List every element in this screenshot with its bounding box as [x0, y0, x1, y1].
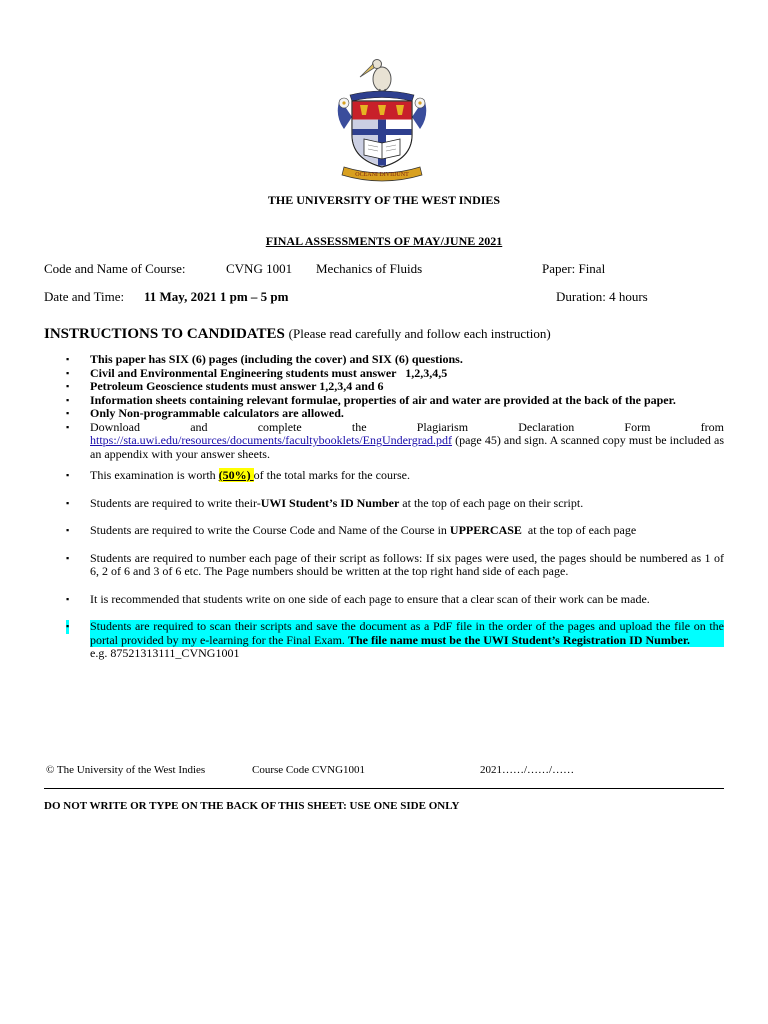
- bullet-icon: ▪: [66, 552, 70, 563]
- instruction-pages: This paper has SIX (6) pages (including the cover) and SIX (6) questions.: [90, 352, 463, 366]
- list-item: [44, 620, 724, 661]
- word: Form: [624, 419, 651, 434]
- bullet-icon: ▪: [66, 408, 70, 418]
- bullet-icon: ▪: [66, 620, 69, 634]
- bullet-icon: ▪: [66, 394, 70, 405]
- word: from: [700, 419, 724, 434]
- id-pre: Students are required to write their-: [90, 495, 261, 510]
- duration: Duration: 4 hours: [556, 289, 648, 304]
- uppercase-bold: UPPERCASE: [449, 523, 522, 537]
- bullet-icon: ▪: [66, 593, 70, 604]
- word: and: [190, 419, 208, 434]
- bullet-icon: ▪: [66, 470, 70, 480]
- instructions-title: INSTRUCTIONS TO CANDIDATES: [44, 326, 285, 342]
- word: Download: [90, 419, 140, 434]
- instruction-one-side: It is recommended that students write on one side of each page to ensure that a clear scan of their work can be made.: [90, 591, 650, 606]
- shield-icon: [352, 101, 412, 167]
- word: Plagiarism: [416, 419, 469, 434]
- footer-copyright: © The University of the West Indies: [46, 764, 206, 776]
- bullet-icon: ▪: [66, 381, 70, 391]
- word: complete: [257, 419, 302, 434]
- date-label: Date and Time:: [44, 289, 125, 304]
- instruction-info-sheets: Information sheets containing relevant formulae, properties of air and water are provided at the back of the paper.: [90, 392, 676, 407]
- list-item: [44, 421, 724, 462]
- word: the: [351, 419, 367, 434]
- bullet-icon: ▪: [66, 421, 70, 432]
- footer-date: 2021……/……/……: [480, 764, 575, 776]
- list-item: [44, 353, 724, 367]
- instruction-calculators: Only Non-programmable calculators are allowed.: [90, 406, 344, 420]
- instruction-plagiarism-rest: (page 45) and sign. A scanned copy must be included as an appendix with your answer sheets.: [90, 433, 724, 461]
- scan-filename-rule: The file name must be the UWI Student’s Registration ID Number.: [347, 632, 691, 647]
- university-title: THE UNIVERSITY OF THE WEST INDIES: [267, 193, 501, 207]
- word: Declaration: [518, 419, 575, 434]
- worth-percentage: (50%): [218, 468, 254, 482]
- assessment-title: FINAL ASSESSMENTS OF MAY/JUNE 2021: [265, 234, 503, 248]
- id-bold: UWI Student’s ID Number: [260, 495, 400, 510]
- instruction-petroleum: Petroleum Geoscience students must answer 1,2,3,4 and 6: [90, 379, 384, 393]
- list-item: [44, 394, 724, 408]
- uppercase-post: at the top of each page: [521, 523, 637, 537]
- list-item: [44, 380, 724, 394]
- scan-example: e.g. 87521313111_CVNG1001: [90, 646, 240, 660]
- bullet-icon: ▪: [66, 525, 70, 535]
- instruction-plagiarism-line2: [90, 434, 724, 461]
- instruction-civil: Civil and Environmental Engineering students must answer 1,2,3,4,5: [90, 365, 448, 380]
- uppercase-pre: Students are required to write the Course Code and Name of the Course in: [90, 523, 450, 537]
- instruction-numbering: Students are required to number each page of their script as follows: If six pages were used, the pages should be numbered as 1 of 6, 2 of 6 and 3 of 6 etc. The Page numbers should be written at the top right hand side of each page.: [90, 550, 724, 578]
- crest-motto: OCEANI DIVIDUNT: [355, 172, 409, 178]
- worth-post: of the total marks for the course.: [253, 468, 410, 482]
- date-value: 11 May, 2021 1 pm – 5 pm: [144, 289, 289, 304]
- list-item: [44, 497, 724, 511]
- list-item: [44, 593, 724, 607]
- footer-divider: [44, 788, 724, 789]
- list-item: [44, 552, 724, 579]
- bullet-icon: ▪: [66, 367, 70, 378]
- course-name: Mechanics of Fluids: [316, 261, 423, 276]
- instructions-heading: [44, 326, 551, 343]
- course-label: Code and Name of Course:: [44, 261, 186, 276]
- id-post: at the top of each page on their script.: [399, 495, 584, 510]
- list-item: [44, 469, 724, 483]
- bullet-icon: ▪: [66, 497, 70, 508]
- instruction-list: [44, 353, 724, 661]
- paper-type: Paper: Final: [542, 261, 606, 276]
- instruction-scan: [90, 620, 724, 647]
- list-item: [44, 524, 724, 538]
- instructions-note: (Please read carefully and follow each instruction): [288, 326, 551, 341]
- course-code: CVNG 1001: [226, 261, 293, 276]
- plagiarism-form-link[interactable]: https://sta.uwi.edu/resources/documents/facultybooklets/EngUndergrad.pdf: [90, 433, 453, 447]
- footer-warning: DO NOT WRITE OR TYPE ON THE BACK OF THIS SHEET: USE ONE SIDE ONLY: [44, 800, 460, 812]
- worth-pre: This examination is worth: [90, 468, 219, 482]
- scan-text: Students are required to scan their scripts and save the document as a PdF file in the order of the pages and upload the file on the portal provided by my e-learning for the Final Exam.: [90, 619, 724, 647]
- instruction-plagiarism-line1: [90, 421, 724, 435]
- list-item: [44, 367, 724, 381]
- university-crest-logo: [330, 55, 434, 185]
- bullet-icon: ▪: [66, 354, 70, 364]
- list-item: [44, 407, 724, 421]
- footer-course-code: Course Code CVNG1001: [252, 764, 366, 776]
